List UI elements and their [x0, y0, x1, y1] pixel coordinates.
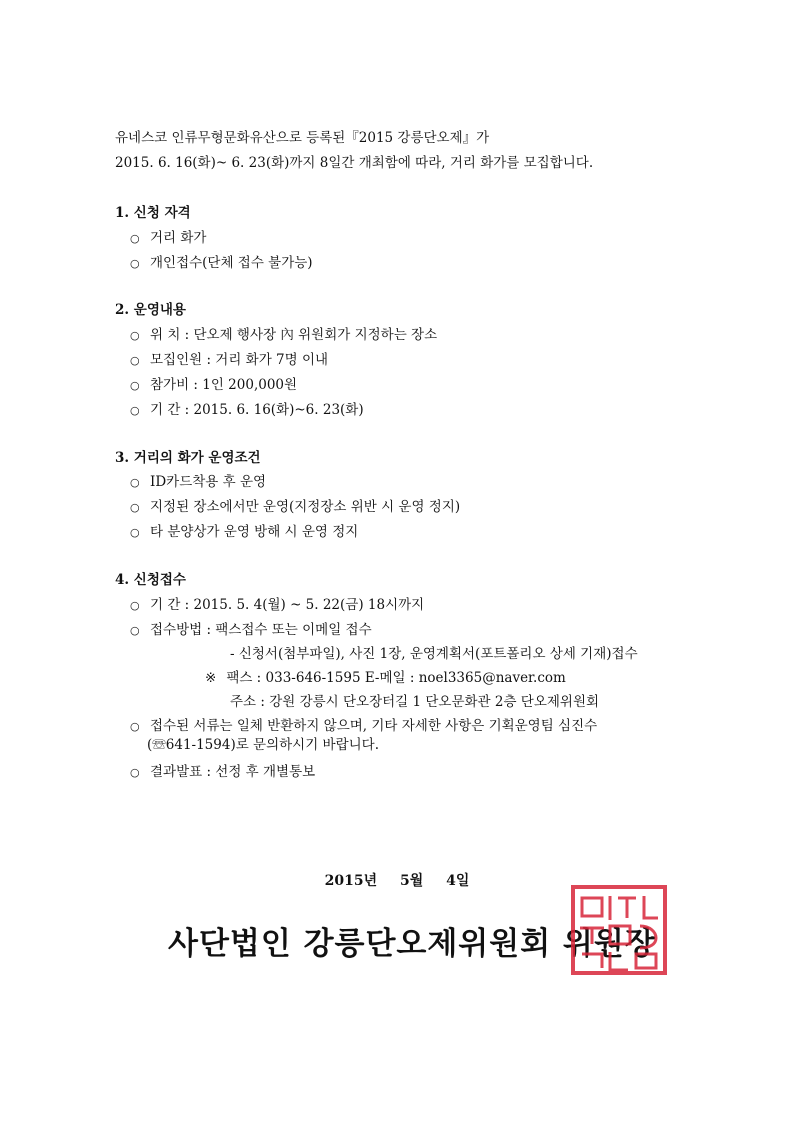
list-item [130, 473, 266, 492]
bullet-icon: ○ [130, 720, 140, 733]
list-item [130, 376, 297, 395]
section-heading: 2. 운영내용 [115, 302, 186, 318]
section-heading: 3. 거리의 화가 운영조건 [115, 450, 261, 466]
list-item [130, 621, 372, 640]
section-heading: 1. 신청 자격 [115, 205, 191, 221]
list-item [130, 351, 328, 370]
item-text: 거리 화가 [150, 230, 207, 246]
bullet-icon: ○ [130, 501, 140, 514]
item-text: 결과발표 : 선정 후 개별통보 [150, 764, 316, 780]
official-seal [570, 884, 668, 976]
item-text: ID카드착용 후 운영 [150, 474, 267, 490]
bullet-icon: ○ [130, 526, 140, 539]
item-text: 기 간 : 2015. 6. 16(화)~6. 23(화) [150, 402, 364, 418]
bullet-icon: ○ [130, 329, 140, 342]
bullet-icon: ○ [130, 599, 140, 612]
bullet-icon: ○ [130, 404, 140, 417]
list-item [130, 401, 364, 420]
bullet-icon: ○ [130, 379, 140, 392]
address: 주소 : 강원 강릉시 단오장터길 1 단오문화관 2층 단오제위원회 [230, 694, 600, 710]
item-text: 접수방법 : 팩스접수 또는 이메일 접수 [150, 622, 372, 638]
list-item [130, 498, 460, 517]
list-item [130, 596, 424, 615]
item-text: 위 치 : 단오제 행사장 內 위원회가 지정하는 장소 [150, 327, 438, 343]
bullet-icon: ○ [130, 476, 140, 489]
bullet-icon: ○ [130, 766, 140, 779]
section-heading: 4. 신청접수 [115, 572, 186, 588]
signature: 사단법인 강릉단오제위원회 위원장 [168, 926, 656, 962]
list-item [130, 523, 358, 542]
note-mark-icon: ※ [205, 670, 217, 686]
fax-email [205, 669, 566, 687]
list-item [130, 229, 206, 248]
item-text: 지정된 장소에서만 운영(지정장소 위반 시 운영 정지) [150, 499, 461, 515]
list-item [130, 326, 437, 345]
list-item [130, 254, 313, 273]
bullet-icon: ○ [130, 354, 140, 367]
item-text: 기 간 : 2015. 5. 4(월) ~ 5. 22(금) 18시까지 [150, 597, 425, 613]
contact-line: (☏641-1594)로 문의하시기 바랍니다. [147, 737, 380, 753]
document-date: 2015년 5월 4일 [324, 873, 470, 889]
bullet-icon: ○ [130, 232, 140, 245]
item-text: 모집인원 : 거리 화가 7명 이내 [150, 352, 329, 368]
bullet-icon: ○ [130, 624, 140, 637]
item-text: 참가비 : 1인 200,000원 [150, 377, 298, 393]
list-item [130, 717, 597, 736]
intro-line: 2015. 6. 16(화)~ 6. 23(화)까지 8일간 개최함에 따라, 거리 화가를 모집합니다. [115, 155, 594, 171]
bullet-icon: ○ [130, 257, 140, 270]
item-text: 접수된 서류는 일체 반환하지 않으며, 기타 자세한 사항은 기획운영팀 심진수 [150, 718, 598, 734]
intro-line: 유네스코 인류무형문화유산으로 등록된『2015 강릉단오제』가 [115, 130, 490, 146]
fax-text: 팩스 : 033-646-1595 E-메일 : noel3365@naver.com [226, 670, 566, 686]
list-item [130, 763, 315, 782]
item-text: 타 분양상가 운영 방해 시 운영 정지 [150, 524, 359, 540]
sub-item: - 신청서(첨부파일), 사진 1장, 운영계획서(포트폴리오 상세 기재)접수 [230, 646, 638, 662]
item-text: 개인접수(단체 접수 불가능) [150, 255, 313, 271]
